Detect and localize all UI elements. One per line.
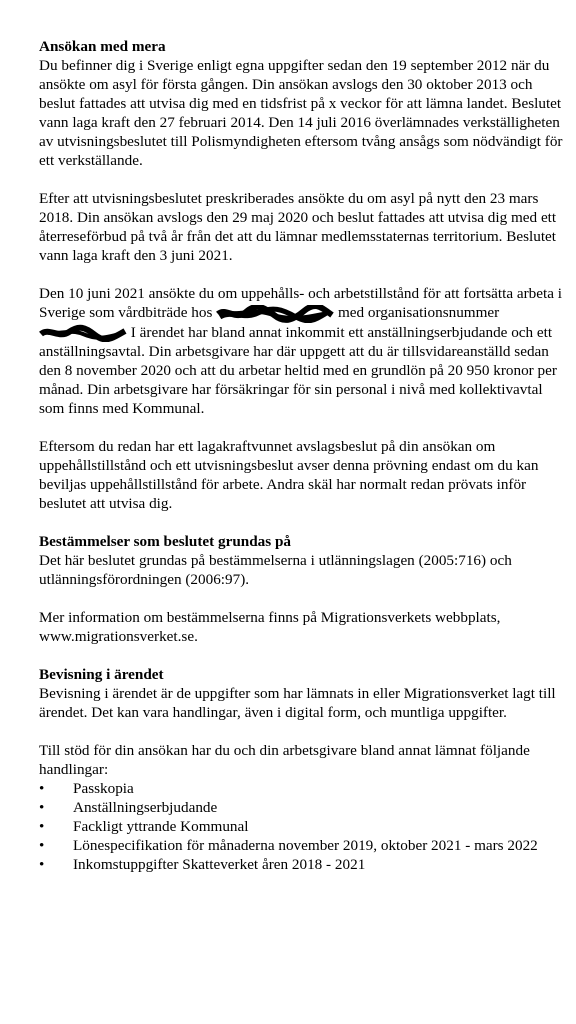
evidence-item-text: Anställningserbjudande — [73, 799, 218, 817]
evidence-item-text: Passkopia — [73, 780, 134, 798]
section-heading-evidence: Bevisning i ärendet — [39, 666, 164, 684]
work-permit-text-start: Den 10 juni 2021 ansökte du om uppehålls- och arbetstillstånd för att fortsätta arbeta i Sverige som vårdbiträde hos — [39, 285, 562, 321]
paragraph-legal-basis: Det här beslutet grundas på bestämmelserna i utlänningslagen (2005:716) och utlänningsförordningen (2006:97). — [39, 552, 512, 589]
evidence-list-item — [39, 798, 566, 817]
evidence-item-text: Inkomstuppgifter Skatteverket åren 2018 - 2021 — [73, 856, 366, 874]
bullet-icon: • — [39, 818, 45, 836]
section-provisions — [39, 532, 566, 646]
evidence-list — [39, 779, 566, 874]
section-gap — [39, 513, 566, 532]
work-permit-text-mid: med organisationsnummer — [337, 304, 500, 321]
bullet-icon: • — [39, 837, 45, 855]
section-application — [39, 37, 566, 513]
paragraph-work-permit — [39, 284, 566, 418]
evidence-item-text: Lönespecifikation för månaderna november 2019, oktober 2021 - mars 2022 — [73, 837, 538, 855]
evidence-list-item — [39, 779, 566, 798]
work-permit-text-end: I ärendet har bland annat inkommit ett anställningserbjudande och ett anställningsavtal. Din arbetsgivare har där uppgett att du är tillsvidareanställd sedan den 8 november 2020 och att du arbetar heltid med en grundlön på 20 950 kronor per månad. Din arbetsgivare har försäkringar för sin personal i nivå med kollektivavtal som finns med Kommunal. — [39, 323, 557, 418]
paragraph-evidence-definition: Bevisning i ärendet är de uppgifter som har lämnats in eller Migrationsverket lagt till ärendet. Det kan vara handlingar, även i digital form, och muntliga uppgifter. — [39, 685, 556, 722]
evidence-list-item — [39, 817, 566, 836]
paragraph-asylum-history: Du befinner dig i Sverige enligt egna uppgifter sedan den 19 september 2012 när du ansökte om asyl för första gången. Din ansökan avslogs den 30 oktober 2013 och beslut fattades att utvisa dig med en tidsfrist på x veckor för att lämna landet. Beslutet vann laga kraft den 27 februari 2014. Den 14 juli 2016 överlämnades verkställigheten av utvisningsbeslutet till Polismyndigheten eftersom tvång ansågs som nödvändigt för ett verkställande. — [39, 57, 563, 169]
bullet-icon: • — [39, 856, 45, 874]
paragraph-new-asylum: Efter att utvisningsbeslutet preskriberades ansökte du om asyl på nytt den 23 mars 2018. Din ansökan avslogs den 29 maj 2020 och beslut fattades att utvisa dig med ett återreseförbud på två år från det att du lämnar medlemsstaternas territorium. Beslutet vann laga kraft den 3 juni 2021. — [39, 190, 557, 264]
bullet-icon: • — [39, 780, 45, 798]
evidence-list-item — [39, 855, 566, 874]
paragraph-gap — [39, 265, 566, 284]
paragraph-submitted-documents: Till stöd för din ansökan har du och din arbetsgivare bland annat lämnat följande handlingar: — [39, 742, 530, 779]
paragraph-gap — [39, 722, 566, 741]
evidence-item-text: Fackligt yttrande Kommunal — [73, 818, 249, 836]
redacted-employer-scribble — [216, 305, 334, 323]
section-heading-provisions: Bestämmelser som beslutet grundas på — [39, 533, 291, 551]
section-evidence — [39, 665, 566, 874]
paragraph-gap — [39, 170, 566, 189]
paragraph-gap — [39, 418, 566, 437]
section-heading-application: Ansökan med mera — [39, 38, 166, 55]
redacted-orgnr-scribble — [39, 324, 127, 342]
section-gap — [39, 646, 566, 665]
paragraph-more-info: Mer information om bestämmelserna finns på Migrationsverkets webbplats, www.migrationsverket.se. — [39, 609, 501, 646]
paragraph-gap — [39, 589, 566, 608]
evidence-list-item — [39, 836, 566, 855]
bullet-icon: • — [39, 799, 45, 817]
paragraph-scope: Eftersom du redan har ett lagakraftvunnet avslagsbeslut på din ansökan om uppehållstillstånd och ett utvisningsbeslut avser denna prövning endast om du kan beviljas uppehållstillstånd för arbete. Andra skäl har normalt redan prövats inför beslutet att utvisa dig. — [39, 438, 539, 513]
